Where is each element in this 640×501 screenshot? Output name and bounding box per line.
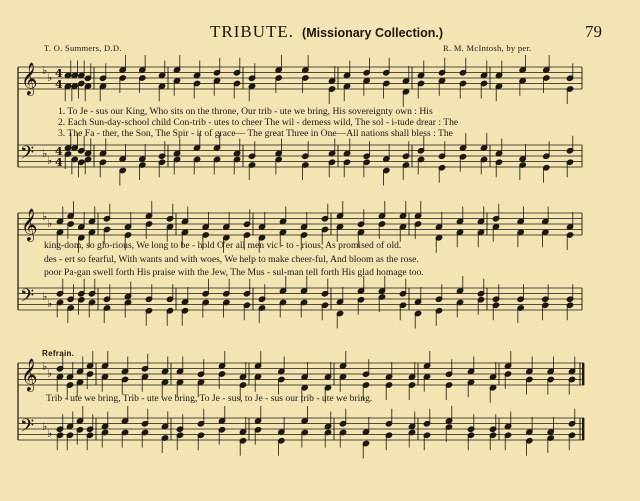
- flat-icon: ♭: [47, 367, 53, 380]
- final-barline: [582, 363, 584, 385]
- flat-icon: ♭: [47, 297, 53, 310]
- time-signature: 4: [55, 78, 63, 91]
- music-credit: R. M. McIntosh, by per.: [443, 43, 532, 53]
- flat-icon: ♭: [47, 71, 53, 84]
- flat-icon: ♭: [42, 420, 48, 433]
- flat-icon: ♭: [47, 427, 53, 440]
- treble-clef-icon: 𝄞: [21, 358, 38, 391]
- system2-verse2: des - ert so fearful, With wants and with woes, We help to make cheer-ful, And bloom as the rose.: [44, 254, 419, 265]
- flat-icon: ♭: [47, 217, 53, 230]
- flat-icon: ♭: [42, 290, 48, 303]
- flat-icon: ♭: [42, 210, 48, 223]
- system1-verse1: 1. To Je - sus our King, Who sits on the throne, Our trib - ute we bring, His sovereignty own : His: [58, 106, 433, 117]
- flat-icon: ♭: [42, 360, 48, 373]
- bass-clef-icon: 𝄢: [20, 143, 35, 168]
- flat-icon: ♭: [42, 64, 48, 77]
- flat-icon: ♭: [42, 147, 48, 160]
- page-number: 79: [585, 22, 602, 41]
- subtitle-text: (Missionary Collection.): [302, 26, 444, 40]
- time-signature: 4: [55, 145, 63, 158]
- refrain-label: Refrain.: [42, 349, 75, 358]
- system1-verse2: 2. Each Sun-day-school child Con-trib - utes to cheer The wil - derness wild, The sol - i-tude drear : The: [58, 117, 459, 128]
- hymn-title: [210, 22, 443, 42]
- treble-clef-icon: 𝄞: [21, 208, 38, 241]
- flat-icon: ♭: [47, 154, 53, 167]
- system2-verse3: poor Pa-gan swell forth His praise with the Jew, The Mus - sul-man tell forth His glad homage too.: [44, 267, 424, 278]
- time-signature: 4: [55, 156, 63, 169]
- final-barline: [582, 418, 584, 440]
- time-signature: 4: [55, 67, 63, 80]
- system1-verse3: 3. The Fa - ther, the Son, The Spir - it of grace— The great Three in One—All nations shall bless : The: [58, 128, 453, 139]
- refrain-lyrics: Trib - ute we bring, Trib - ute we bring, To Je - sus, to Je - sus our trib - ute we bring.: [46, 393, 373, 404]
- title-text: TRIBUTE.: [210, 22, 295, 41]
- bass-clef-icon: 𝄢: [20, 416, 35, 441]
- treble-clef-icon: 𝄞: [21, 62, 38, 95]
- words-credit: T. O. Summers, D.D.: [44, 43, 122, 53]
- system2-verse1: king-dom, so glo-rious, We long to be - hold O'er all men vic - to - rious, As promised of old.: [44, 240, 402, 251]
- bass-clef-icon: 𝄢: [20, 286, 35, 311]
